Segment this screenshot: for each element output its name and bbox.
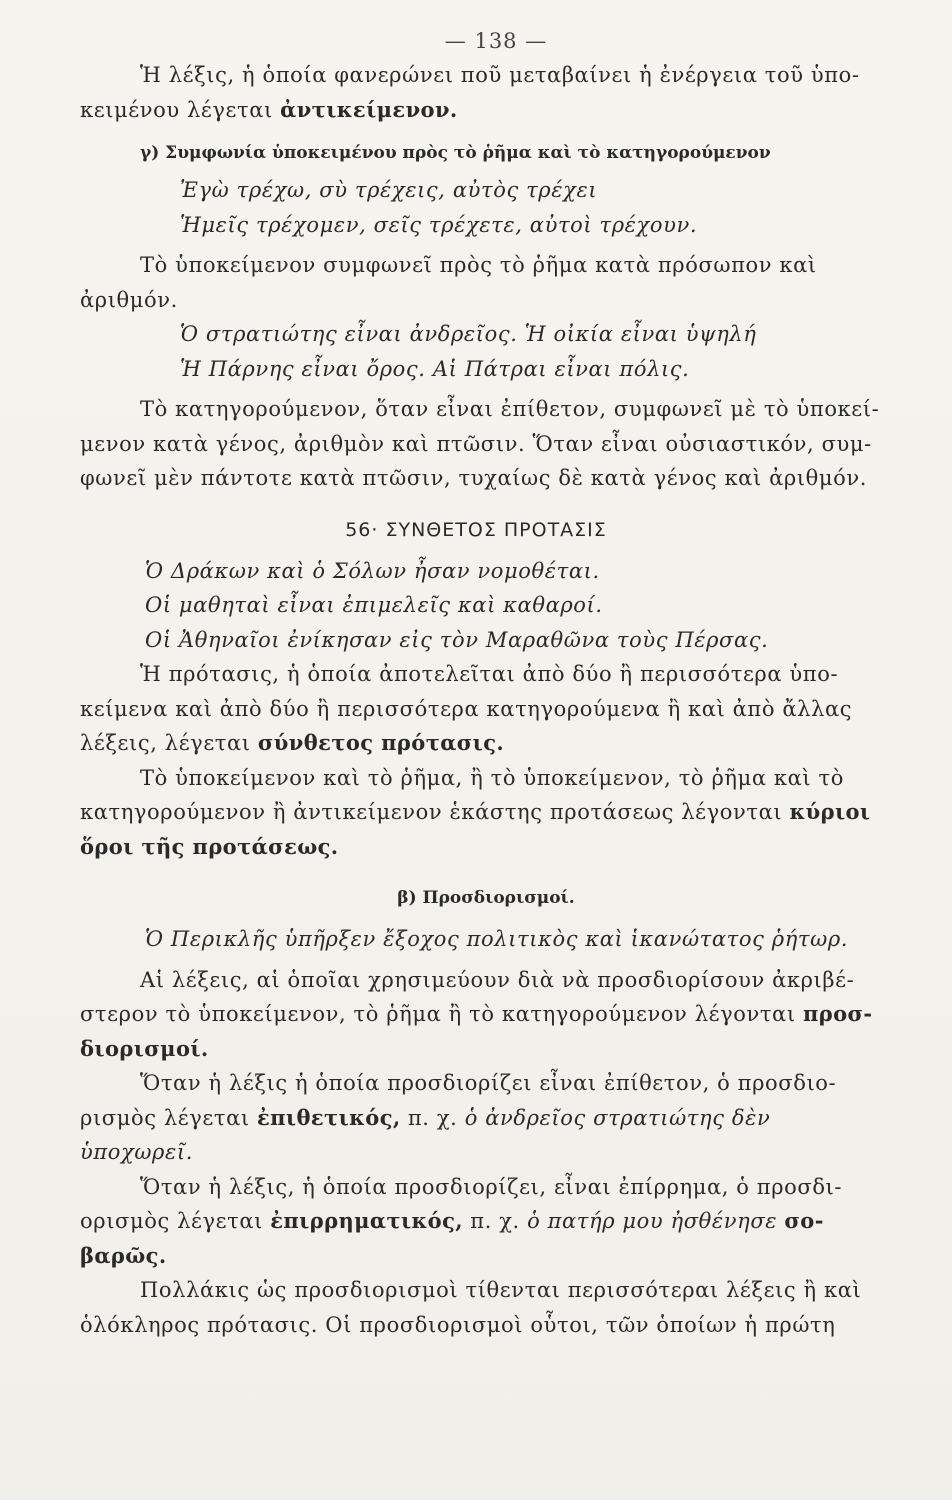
paragraph-line: κείμενα καὶ ἀπὸ δύο ἢ περισσότερα κατηγορούμενα ἢ καὶ ἀπὸ ἄλλας — [80, 696, 853, 721]
paragraph-line: Ἡ πρότασις, ἡ ὁποία ἀποτελεῖται ἀπὸ δύο ἢ περισσότερα ὑπο- — [140, 662, 839, 686]
bold-term: προσ- — [802, 1001, 873, 1026]
subheading-agreement: γ) Συμφωνία ὑποκειμένου πρὸς τὸ ῥῆμα καὶ τὸ κατηγορούμενον — [140, 143, 771, 163]
paragraph-line: φωνεῖ μὲν πάντοτε κατὰ πτῶσιν, τυχαίως δὲ κατὰ γένος καὶ ἀριθμόν. — [80, 466, 868, 490]
paragraph-line: ἀριθμόν. — [80, 287, 178, 312]
bold-term-line: βαρῶς. — [80, 1242, 167, 1268]
example-line: Ἐγὼ τρέχω, σὺ τρέχεις, αὐτὸς τρέχει — [180, 178, 598, 202]
bold-term: σύνθετος πρότασις. — [257, 730, 505, 755]
example-line: Ἡ Πάρνης εἶναι ὄρος. Αἱ Πάτραι εἶναι πόλις. — [180, 356, 690, 381]
example-line: Οἱ μαθηταὶ εἶναι ἐπιμελεῖς καὶ καθαροί. — [145, 593, 603, 617]
paragraph-line — [80, 1204, 912, 1239]
subheading-modifiers: β) Προσδιορισμοί. — [397, 888, 575, 908]
bold-term: ἐπιρρηματικός, — [270, 1208, 463, 1233]
text-run: π. χ. — [400, 1105, 465, 1130]
text-run: π. χ. — [462, 1209, 528, 1233]
example-line: Ὁ στρατιώτης εἶναι ἀνδρεῖος. Ἡ οἰκία εἶναι ὑψηλή — [180, 322, 757, 346]
section-title: 56· ΣΥΝΘΕΤΟΣ ΠΡΟΤΑΣΙΣ — [345, 518, 607, 541]
text-run: ρισμὸς λέγεται — [80, 1105, 257, 1130]
bold-term: σο- — [784, 1208, 824, 1233]
example-line: Ὁ Περικλῆς ὑπῆρξεν ἔξοχος πολιτικὸς καὶ ἱκανώτατος ῥήτωρ. — [145, 927, 849, 951]
paragraph-line — [80, 997, 912, 1032]
text-run: λέξεις, λέγεται — [80, 731, 258, 755]
paragraph-line — [80, 726, 912, 761]
paragraph-line — [80, 795, 912, 830]
paragraph-line: μενον κατὰ γένος, ἀριθμὸν καὶ πτῶσιν. Ὅταν εἶναι οὐσιαστικόν, συμ- — [80, 431, 872, 456]
bold-term-line: διορισμοί. — [80, 1035, 209, 1061]
paragraph-line: Τὸ ὑποκείμενον καὶ τὸ ῥῆμα, ἢ τὸ ὑποκείμενον, τὸ ῥῆμα καὶ τὸ — [140, 765, 844, 790]
example-inline: ὁ ἀνδρεῖος στρατιώτης δὲν — [464, 1105, 771, 1130]
paragraph-line: Πολλάκις ὡς προσδιορισμοὶ τίθενται περισσότεραι λέξεις ἢ καὶ — [140, 1278, 862, 1302]
bold-term: ἀντικείμενον. — [280, 96, 458, 122]
example-line: Οἱ Ἀθηναῖοι ἐνίκησαν εἰς τὸν Μαραθῶνα τοὺς Πέρσας. — [145, 627, 769, 652]
bold-term-line: ὅροι τῆς προτάσεως. — [80, 833, 339, 859]
paragraph-line — [80, 1101, 912, 1136]
page-number: — 138 — — [444, 29, 548, 53]
bold-term: κύριοι — [789, 799, 871, 824]
text-run: κειμένου λέγεται — [80, 97, 281, 122]
example-inline-line: ὑποχωρεῖ. — [80, 1140, 193, 1164]
paragraph-line: Αἱ λέξεις, αἱ ὁποῖαι χρησιμεύουν διὰ νὰ προσδιορίσουν ἀκριβέ- — [140, 967, 855, 992]
paragraph-line: ὁλόκληρος πρότασις. Οἱ προσδιορισμοὶ οὗτοι, τῶν ὁποίων ἡ πρώτη — [80, 1312, 836, 1337]
paragraph-line — [80, 93, 912, 128]
text-run: ορισμὸς λέγεται — [80, 1209, 271, 1233]
example-inline: ὁ πατήρ μου ἠσθένησε — [527, 1209, 785, 1233]
paragraph-line: Ὅταν ἡ λέξις ἡ ὁποία προσδιορίζει εἶναι ἐπίθετον, ὁ προσδιο- — [140, 1071, 837, 1095]
example-line: Ὁ Δράκων καὶ ὁ Σόλων ἦσαν νομοθέται. — [145, 558, 600, 583]
paragraph-line: Ὅταν ἡ λέξις, ἡ ὁποία προσδιορίζει, εἶναι ἐπίρρημα, ὁ προσδι- — [140, 1174, 843, 1199]
text-run: κατηγορούμενον ἢ ἀντικείμενον ἑκάστης προτάσεως λέγονται — [80, 800, 790, 824]
paragraph-line: Τὸ κατηγορούμενον, ὅταν εἶναι ἐπίθετον, συμφωνεῖ μὲ τὸ ὑποκεί- — [140, 397, 880, 421]
paragraph-line: Ἡ λέξις, ἡ ὁποία φανερώνει ποῦ μεταβαίνει ἡ ἐνέργεια τοῦ ὑπο- — [140, 63, 860, 87]
text-run: στερον τὸ ὑποκείμενον, τὸ ῥῆμα ἢ τὸ κατηγορούμενον λέγονται — [80, 1002, 803, 1026]
paragraph-line: Τὸ ὑποκείμενον συμφωνεῖ πρὸς τὸ ῥῆμα κατὰ πρόσωπον καὶ — [140, 253, 817, 277]
bold-term: ἐπιθετικός, — [256, 1104, 401, 1130]
example-line: Ἡμεῖς τρέχομεν, σεῖς τρέχετε, αὐτοὶ τρέχουν. — [180, 212, 698, 237]
